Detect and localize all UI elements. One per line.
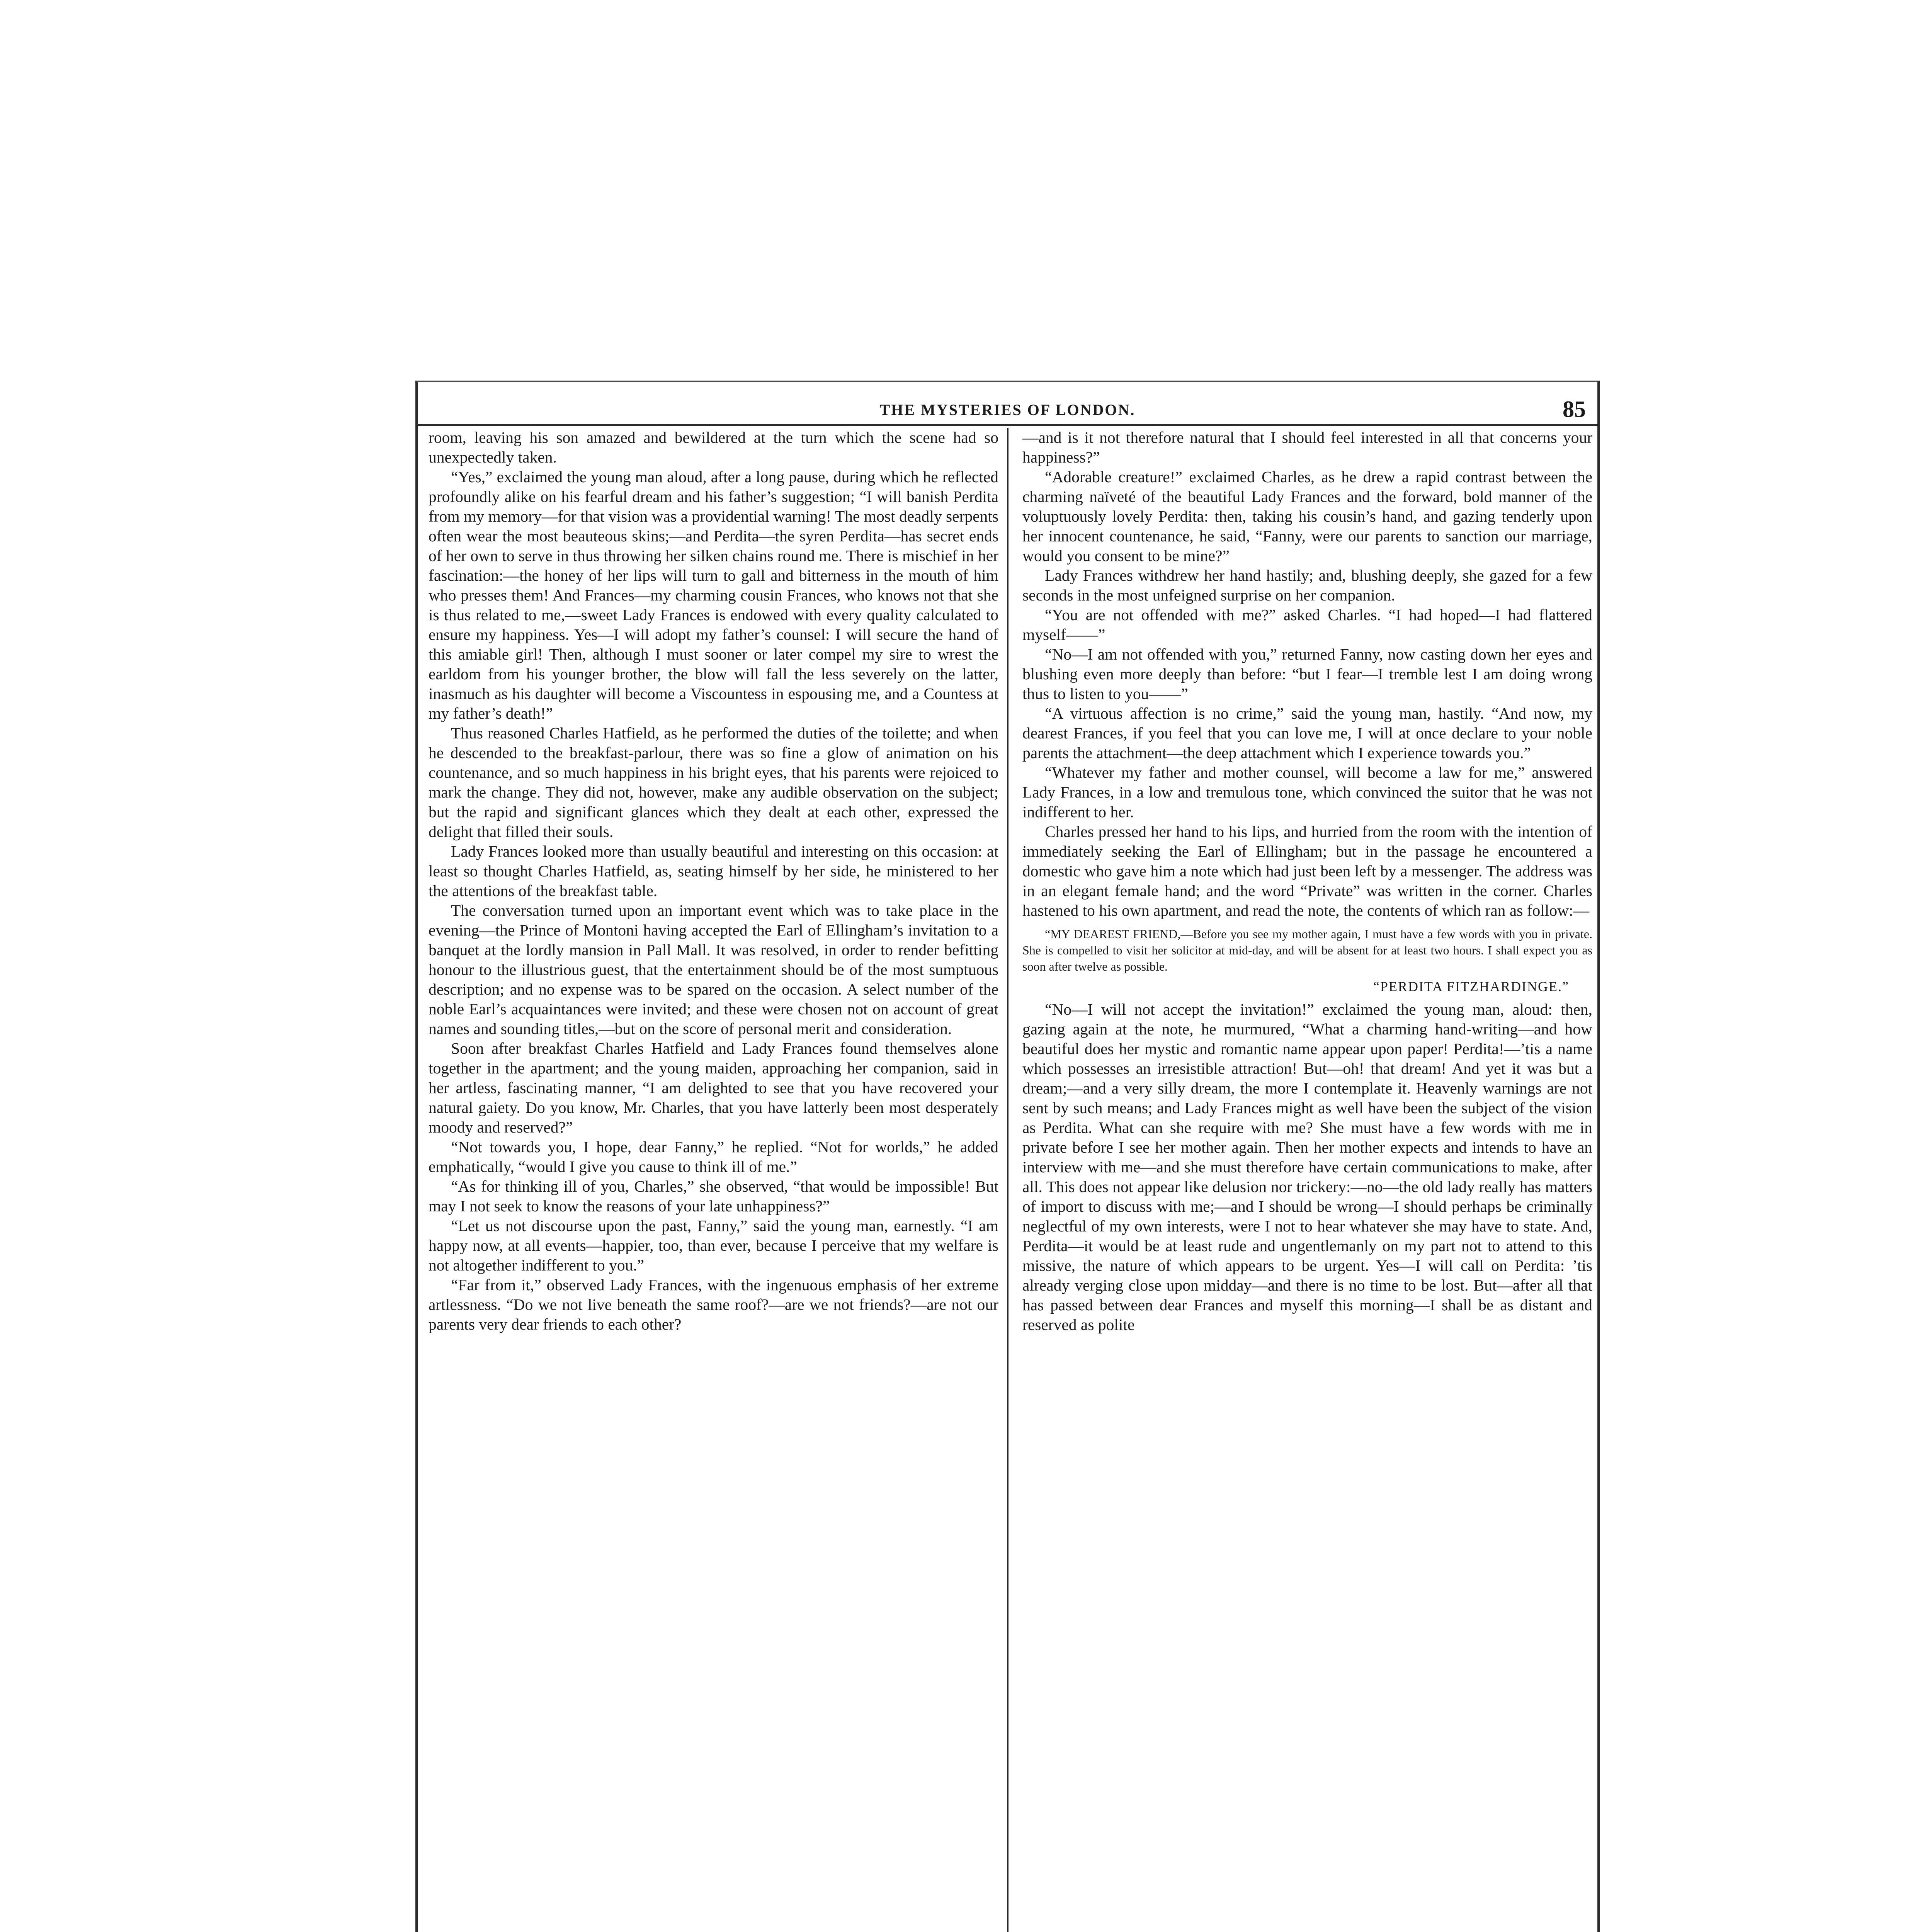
letter-text: “MY DEAREST FRIEND,—Before you see my mother again, I must have a few words with you in private. She is compelled to visit her solicitor at mid-day, and will be absent for at least two hours. I shall expect you as soon after twelve as possible. [1022, 927, 1592, 973]
quoted-letter [1022, 926, 1592, 975]
page-number: 85 [1563, 396, 1586, 422]
newspaper-page [415, 381, 1600, 1932]
paragraph: —and is it not therefore natural that I should feel interested in all that concerns your happiness?” [1022, 429, 1592, 466]
left-column [429, 428, 998, 1932]
paragraph: “Whatever my father and mother counsel, will become a law for me,” answered Lady Frances, in a low and tremulous tone, which convinced the suitor that he was not indifferent to her. [1022, 764, 1592, 821]
paragraph: Soon after breakfast Charles Hatfield and Lady Frances found themselves alone together in the apartment; and the young maiden, approaching her companion, said in her artless, fascinating manner, “I am delighted to see that you have recovered your natural gaiety. Do you know, Mr. Charles, that you have latterly been most desperately moody and reserved?” [429, 1039, 998, 1136]
paragraph: “No—I am not offended with you,” returned Fanny, now casting down her eyes and blushing even more deeply than before: “but I fear—I tremble lest I am doing wrong thus to listen to you——” [1022, 645, 1592, 702]
paragraph: “Let us not discourse upon the past, Fanny,” said the young man, earnestly. “I am happy now, at all events—happier, too, than ever, because I perceive that my welfare is not altogether indifferent to you.” [429, 1217, 998, 1274]
paragraph: “Yes,” exclaimed the young man aloud, after a long pause, during which he reflected profoundly alike on his fearful dream and his father’s suggestion; “I will banish Perdita from my memory—for that vision was a providential warning! The most deadly serpents often wear the most beauteous skins;—and Perdita—the syren Perdita—has secret ends of her own to serve in thus throwing her silken chains round me. There is mischief in her fascination:—the honey of her lips will turn to gall and bitterness in the mouth of him who presses them! And Frances—my charming cousin Frances, who knows not that she is thus related to me,—sweet Lady Frances is endowed with every quality calculated to ensure my happiness. Yes—I will adopt my father’s counsel: I will secure the hand of this amiable girl! Then, although I must sooner or later compel my sire to wrest the earldom from his younger brother, the blow will fall the less severely on the latter, inasmuch as his daughter will become a Viscountess in espousing me, and a Countess at my father’s death!” [429, 468, 998, 722]
running-title: THE MYSTERIES OF LONDON. [879, 401, 1136, 418]
paragraph: Thus reasoned Charles Hatfield, as he performed the duties of the toilette; and when he descended to the breakfast-parlour, there was so fine a glow of animation on his countenance, and so much happiness in his bright eyes, that his parents were rejoiced to mark the change. They did not, however, make any audible observation on the subject; but the rapid and significant glances which they dealt at each other, expressed the delight that filled their souls. [429, 724, 998, 840]
paragraph: “Not towards you, I hope, dear Fanny,” he replied. “Not for worlds,” he added emphatically, “would I give you cause to think ill of me.” [429, 1138, 998, 1175]
paragraph: “Far from it,” observed Lady Frances, with the ingenuous emphasis of her extreme artlessness. “Do we not live beneath the same roof?—are we not friends?—are not our parents very dear friends to each other? [429, 1276, 998, 1333]
paragraph: room, leaving his son amazed and bewildered at the turn which the scene had so unexpectedly taken. [429, 429, 998, 466]
paragraph: “Adorable creature!” exclaimed Charles, as he drew a rapid contrast between the charming naïveté of the beautiful Lady Frances and the forward, bold manner of the voluptuously lovely Perdita: then, taking his cousin’s hand, and gazing tenderly upon her innocent countenance, he said, “Fanny, were our parents to sanction our marriage, would you consent to be mine?” [1022, 468, 1592, 565]
paragraph: Lady Frances withdrew her hand hastily; and, blushing deeply, she gazed for a few seconds in the most unfeigned surprise on her companion. [1022, 566, 1592, 604]
paragraph: “A virtuous affection is no crime,” said the young man, hastily. “And now, my dearest Frances, if you feel that you can love me, I will at once declare to your noble parents the attachment—the deep attachment which I experience towards you.” [1022, 704, 1592, 762]
paragraph: “No—I will not accept the invitation!” exclaimed the young man, aloud: then, gazing again at the note, he murmured, “What a charming hand-writing—and how beautiful does her mystic and romantic name appear upon paper! Perdita!—’tis a name which possesses an irresistible attraction! But—oh! that dream! And yet it was but a dream;—and a very silly dream, the more I contemplate it. Heavenly warnings are not sent by such means; and Lady Frances might as well have been the subject of the vision as Perdita. What can she require with me? She must have a few words with me in private before I see her mother again. Then her mother expects and intends to have an interview with me—and she must therefore have certain communications to make, after all. This does not appear like delusion nor trickery:—no—the old lady really has matters of import to discuss with me;—and I should be wrong—I should perhaps be criminally neglectful of my own interests, were I not to hear whatever she may have to state. And, Perdita—it would be at least rude and ungentlemanly on my part not to attend to this missive, the nature of which appears to be urgent. Yes—I will call on Perdita: ’tis already verging close upon midday—and there is no time to be lost. But—after all that has passed between dear Frances and myself this morning—I shall be as distant and reserved as polite [1022, 1000, 1592, 1333]
paragraph: Lady Frances looked more than usually beautiful and interesting on this occasion: at least so thought Charles Hatfield, as, seating himself by her side, he ministered to her the attentions of the breakfast table. [429, 842, 998, 900]
paragraph: The conversation turned upon an important event which was to take place in the evening—the Prince of Montoni having accepted the Earl of Ellingham’s invitation to a banquet at the lordly mansion in Pall Mall. It was resolved, in order to render befitting honour to the illustrious guest, that the entertainment should be of the most sumptuous description; and no expense was to be spared on the occasion. A select number of the noble Earl’s acquaintances were invited; and these were chosen not on account of great names and sounding titles,—but on the score of personal merit and consideration. [429, 901, 998, 1037]
right-column [1022, 428, 1592, 1932]
paragraph: Charles pressed her hand to his lips, and hurried from the room with the intention of immediately seeking the Earl of Ellingham; but in the passage he encountered a domestic who gave him a note which had just been left by a messenger. The address was in an elegant female hand; and the word “Private” was written in the corner. Charles hastened to his own apartment, and read the note, the contents of which ran as follow:— [1022, 823, 1592, 919]
column-divider [1007, 428, 1009, 1932]
letter-signature: “PERDITA FITZHARDINGE.” [1373, 979, 1569, 994]
page-header [418, 396, 1597, 426]
paragraph: “As for thinking ill of you, Charles,” she observed, “that would be impossible! But may I not seek to know the reasons of your late unhappiness?” [429, 1177, 998, 1215]
paragraph: “You are not offended with me?” asked Charles. “I had hoped—I had flattered myself——” [1022, 606, 1592, 643]
